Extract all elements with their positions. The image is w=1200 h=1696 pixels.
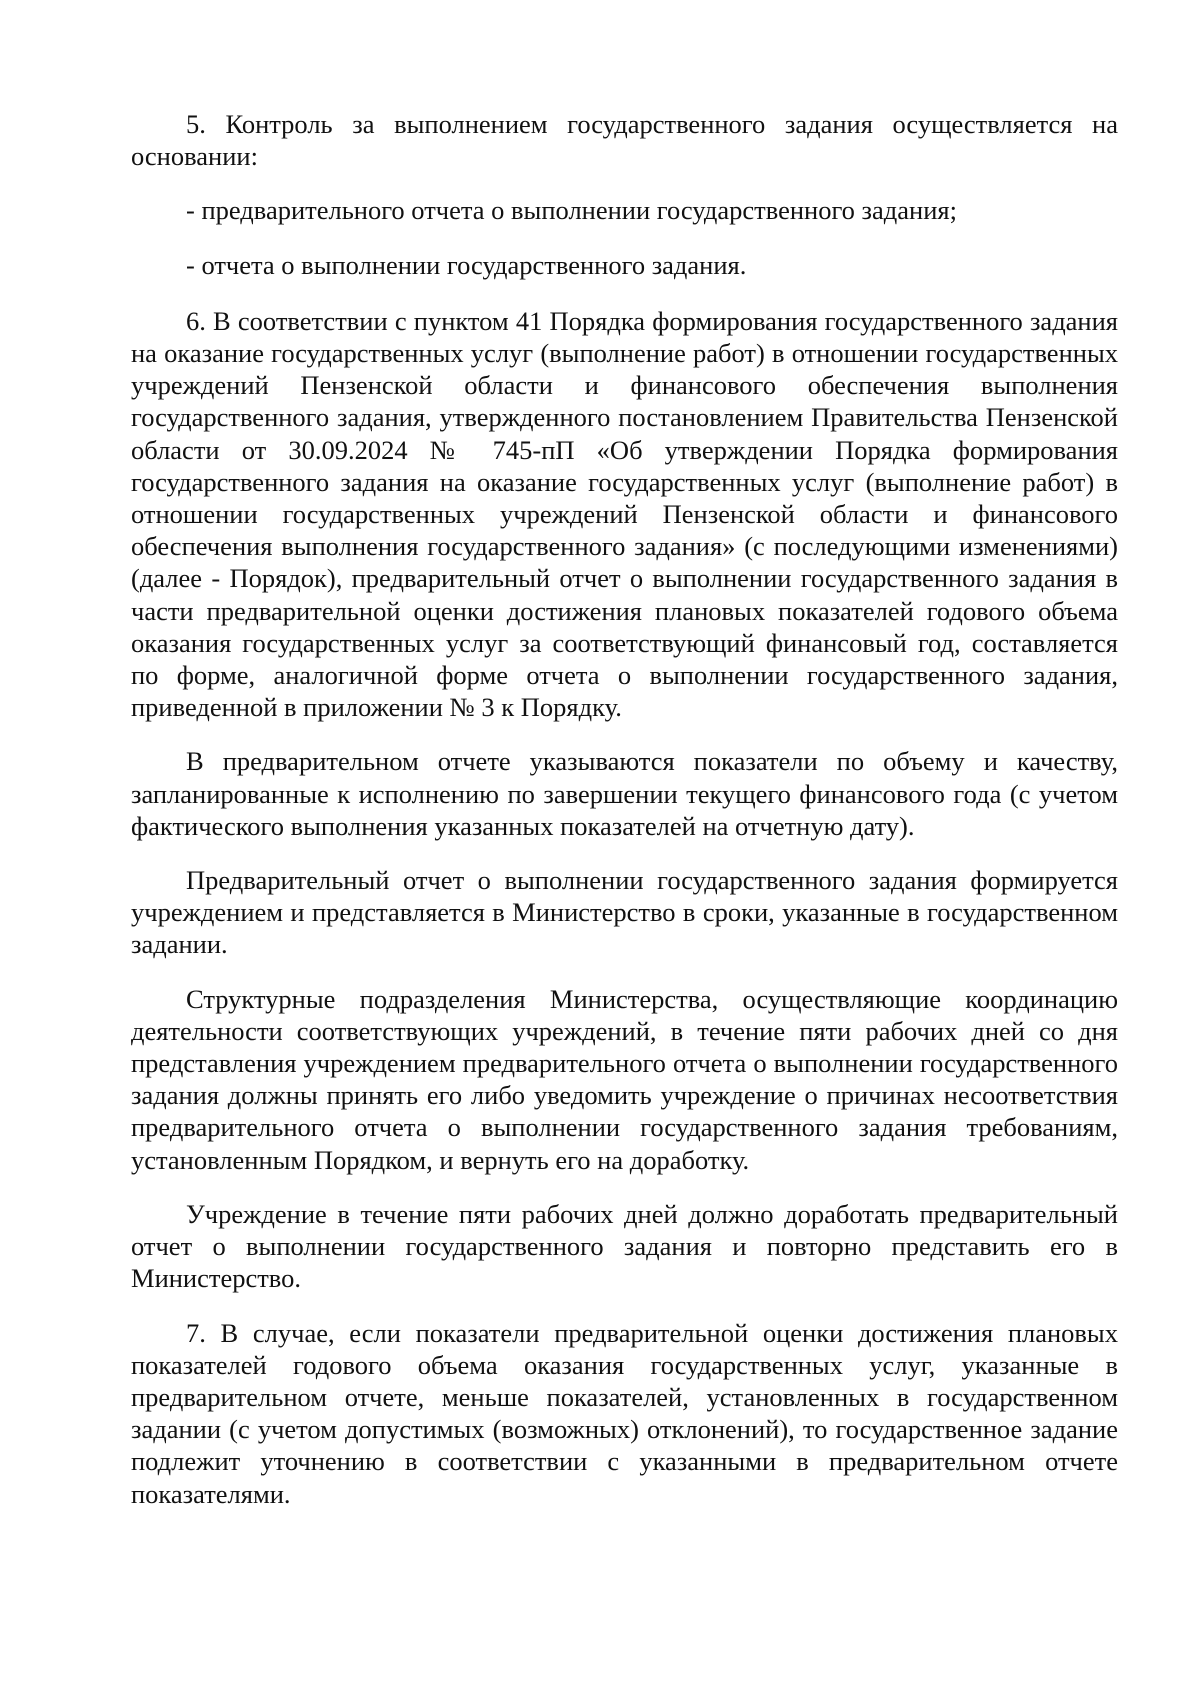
paragraph-indicators: В предварительном отчете указываются показатели по объему и качеству, запланированные к исполнению по завершении текущего финансового года (с учетом фактического выполнения указанных показателей на отчетную дату). <box>131 746 1118 841</box>
paragraph-item-6: 6. В соответствии с пунктом 41 Порядка формирования государственного задания на оказание государственных услуг (выполнение работ) в отношении государственных учреждений Пензенской области и финансового обеспечения выполнения государственного задания, утвержденного постановлением Правительства Пензенской области от 30.09.2024 № 745-пП «Об утверждении Порядка формирования государственного задания на оказание государственных услуг (выполнение работ) в отношении государственных учреждений Пензенской области и финансового обеспечения выполнения государственного задания» (с последующими изменениями) (далее - Порядок), предварительный отчет о выполнении государственного задания в части предварительной оценки достижения плановых показателей годового объема оказания государственных услуг за соответствующий финансовый год, составляется по форме, аналогичной форме отчета о выполнении государственного задания, приведенной в приложении № 3 к Порядку. <box>131 305 1118 723</box>
document-page <box>131 108 1118 1532</box>
paragraph-report-formation: Предварительный отчет о выполнении государственного задания формируется учреждением и представляется в Министерство в сроки, указанные в государственном задании. <box>131 865 1118 960</box>
list-item-preliminary-report: - предварительного отчета о выполнении государственного задания; <box>186 195 957 226</box>
paragraph-control-basis: 5. Контроль за выполнением государственного задания осуществляется на основании: <box>131 109 1118 172</box>
list-item-report: - отчета о выполнении государственного задания. <box>186 249 747 280</box>
paragraph-institution-revision: Учреждение в течение пяти рабочих дней должно доработать предварительный отчет о выполнении государственного задания и повторно представить его в Министерство. <box>131 1198 1118 1294</box>
paragraph-structural-divisions: Структурные подразделения Министерства, осуществляющие координацию деятельности соответствующих учреждений, в течение пяти рабочих дней со дня представления учреждением предварительного отчета о выполнении государственного задания должны принять его либо уведомить учреждение о причинах несоответствия предварительного отчета о выполнении государственного задания требованиям, установленным Порядком, и вернуть его на доработку. <box>131 983 1118 1175</box>
paragraph-item-7: 7. В случае, если показатели предварительной оценки достижения плановых показателей годового объема оказания государственных услуг, указанные в предварительном отчете, меньше показателей, установленных в государственном задании (с учетом допустимых (возможных) отклонений), то государственное задание подлежит уточнению в соответствии с указанными в предварительном отчете показателями. <box>131 1317 1118 1509</box>
